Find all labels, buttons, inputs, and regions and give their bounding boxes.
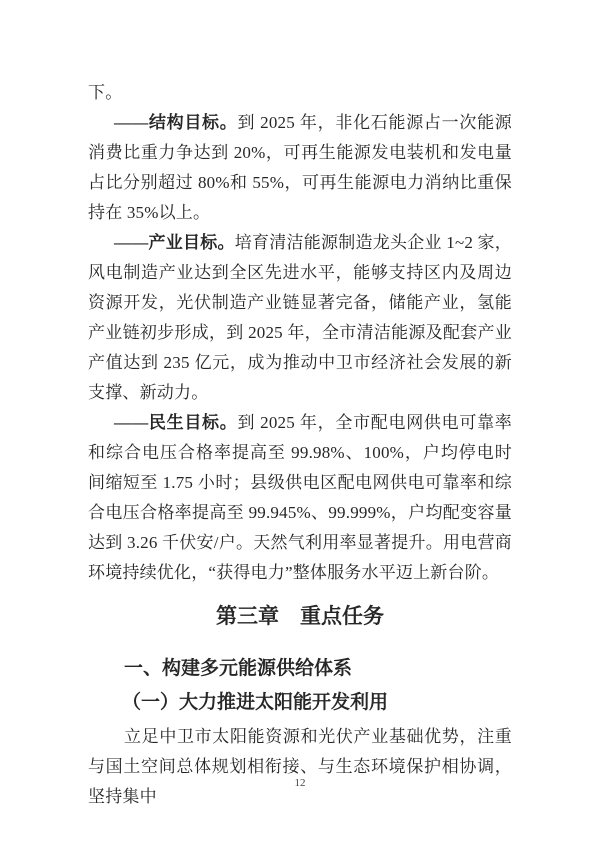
document-content [88,78,512,812]
paragraph-lead: ——产业目标。 [114,233,235,252]
paragraph-structure-goal [88,108,512,228]
subsection-heading: （一）大力推进太阳能开发利用 [122,692,389,713]
continuation-line: 下。 [88,83,123,102]
chapter-heading: 第三章 重点任务 [216,605,384,628]
body-paragraph: 立足中卫市太阳能资源和光伏产业基础优势，注重与国土空间总体规划相衔接、与生态环境保护相协调，坚持集中 [88,727,512,806]
paragraph-lead: ——民生目标。 [114,413,238,432]
paragraph-livelihood-goal [88,408,512,588]
paragraph-text: 到 2025 年，全市配电网供电可靠率和综合电压合格率提高至 99.98%、100%，户均停电时间缩短至 1.75 小时；县级供电区配电网供电可靠率和综合电压合格率提高至 99.945%、99.999%，户均配变容量达到 3.26 千伏安/户。天然气利用率显著提升。用电营商环境持续优化，“获得电力”整体服务水平迈上新台阶。 [88,413,512,582]
paragraph-text: 培育清洁能源制造龙头企业 1~2 家，风电制造产业达到全区先进水平，能够支持区内及周边资源开发，光伏制造产业链显著完备，储能产业，氢能产业链初步形成，到 2025 年，全市清洁能源及配套产业产值达到 235 亿元，成为推动中卫市经济社会发展的新支撑、新动力。 [88,233,512,402]
paragraph-lead: ——结构目标。 [114,113,238,132]
paragraph-text: 到 2025 年，非化石能源占一次能源消费比重力争达到 20%，可再生能源发电装机和发电量占比分别超过 80%和 55%，可再生能源电力消纳比重保持在 35%以上。 [88,113,512,222]
section-heading: 一、构建多元能源供给体系 [124,658,353,679]
page-number: 12 [294,777,306,789]
paragraph-industry-goal [88,228,512,408]
